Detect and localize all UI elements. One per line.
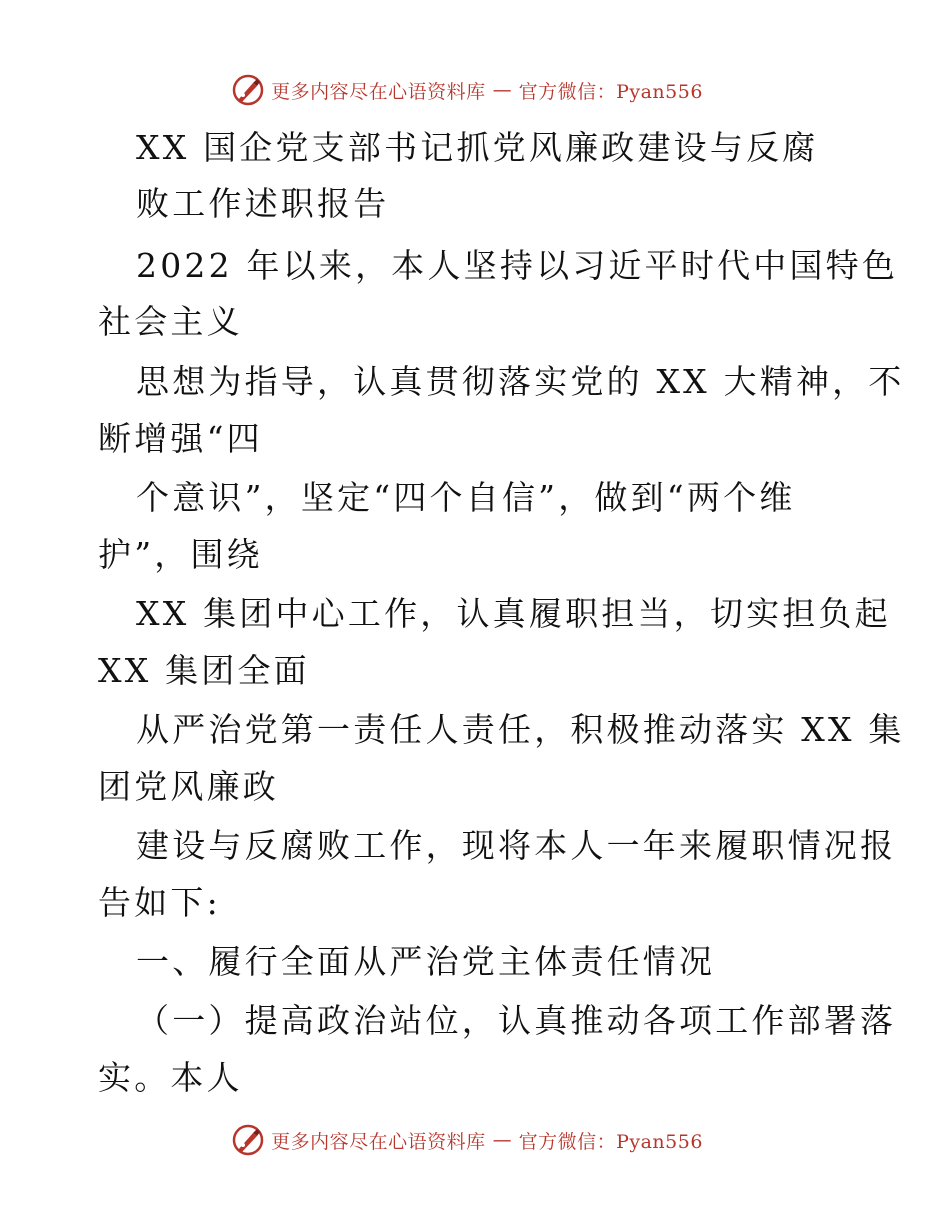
paragraph-line: 团党风廉政 (98, 767, 279, 806)
paragraph-line: 2022 年以来，本人坚持以习近平时代中国特色 (136, 246, 899, 285)
paragraph-line: 实。本人 (98, 1058, 243, 1097)
header-watermark (0, 70, 950, 110)
pen-logo-icon (231, 73, 265, 107)
footer-watermark (0, 1120, 950, 1160)
title-line-1: XX 国企党支部书记抓党风廉政建设与反腐 (136, 128, 819, 167)
paragraph-line: 断增强“四 (98, 419, 263, 458)
paragraph-line: XX 集团全面 (98, 651, 310, 690)
paragraph-line: 个意识”，坚定“四个自信”，做到“两个维 (136, 478, 796, 517)
paragraph-line: 建设与反腐败工作，现将本人一年来履职情况报 (136, 826, 897, 865)
pen-logo-icon (231, 1123, 265, 1157)
watermark-text: 更多内容尽在心语资料库 (271, 80, 486, 103)
section-heading: 一、履行全面从严治党主体责任情况 (136, 942, 716, 981)
watermark-group (231, 1123, 703, 1157)
paragraph-line: 思想为指导，认真贯彻落实党的 XX 大精神，不 (136, 362, 905, 401)
paragraph-line: 告如下: (98, 883, 221, 922)
watermark-group (231, 73, 703, 107)
watermark-contact: 官方微信：Pyan556 (518, 1130, 703, 1153)
paragraph-line: XX 集团中心工作，认真履职担当，切实担负起 (136, 594, 891, 633)
paragraph-line: 从严治党第一责任人责任，积极推动落实 XX 集 (136, 710, 905, 749)
watermark-dash: — (492, 1129, 512, 1151)
watermark-dash: — (492, 79, 512, 101)
paragraph-line: 社会主义 (98, 302, 243, 341)
subsection-heading: （一）提高政治站位，认真推动各项工作部署落 (136, 1001, 897, 1040)
title-line-2: 败工作述职报告 (136, 184, 390, 223)
watermark-text: 更多内容尽在心语资料库 (271, 1130, 486, 1153)
paragraph-line: 护”，围绕 (98, 535, 263, 574)
watermark-contact: 官方微信：Pyan556 (518, 80, 703, 103)
